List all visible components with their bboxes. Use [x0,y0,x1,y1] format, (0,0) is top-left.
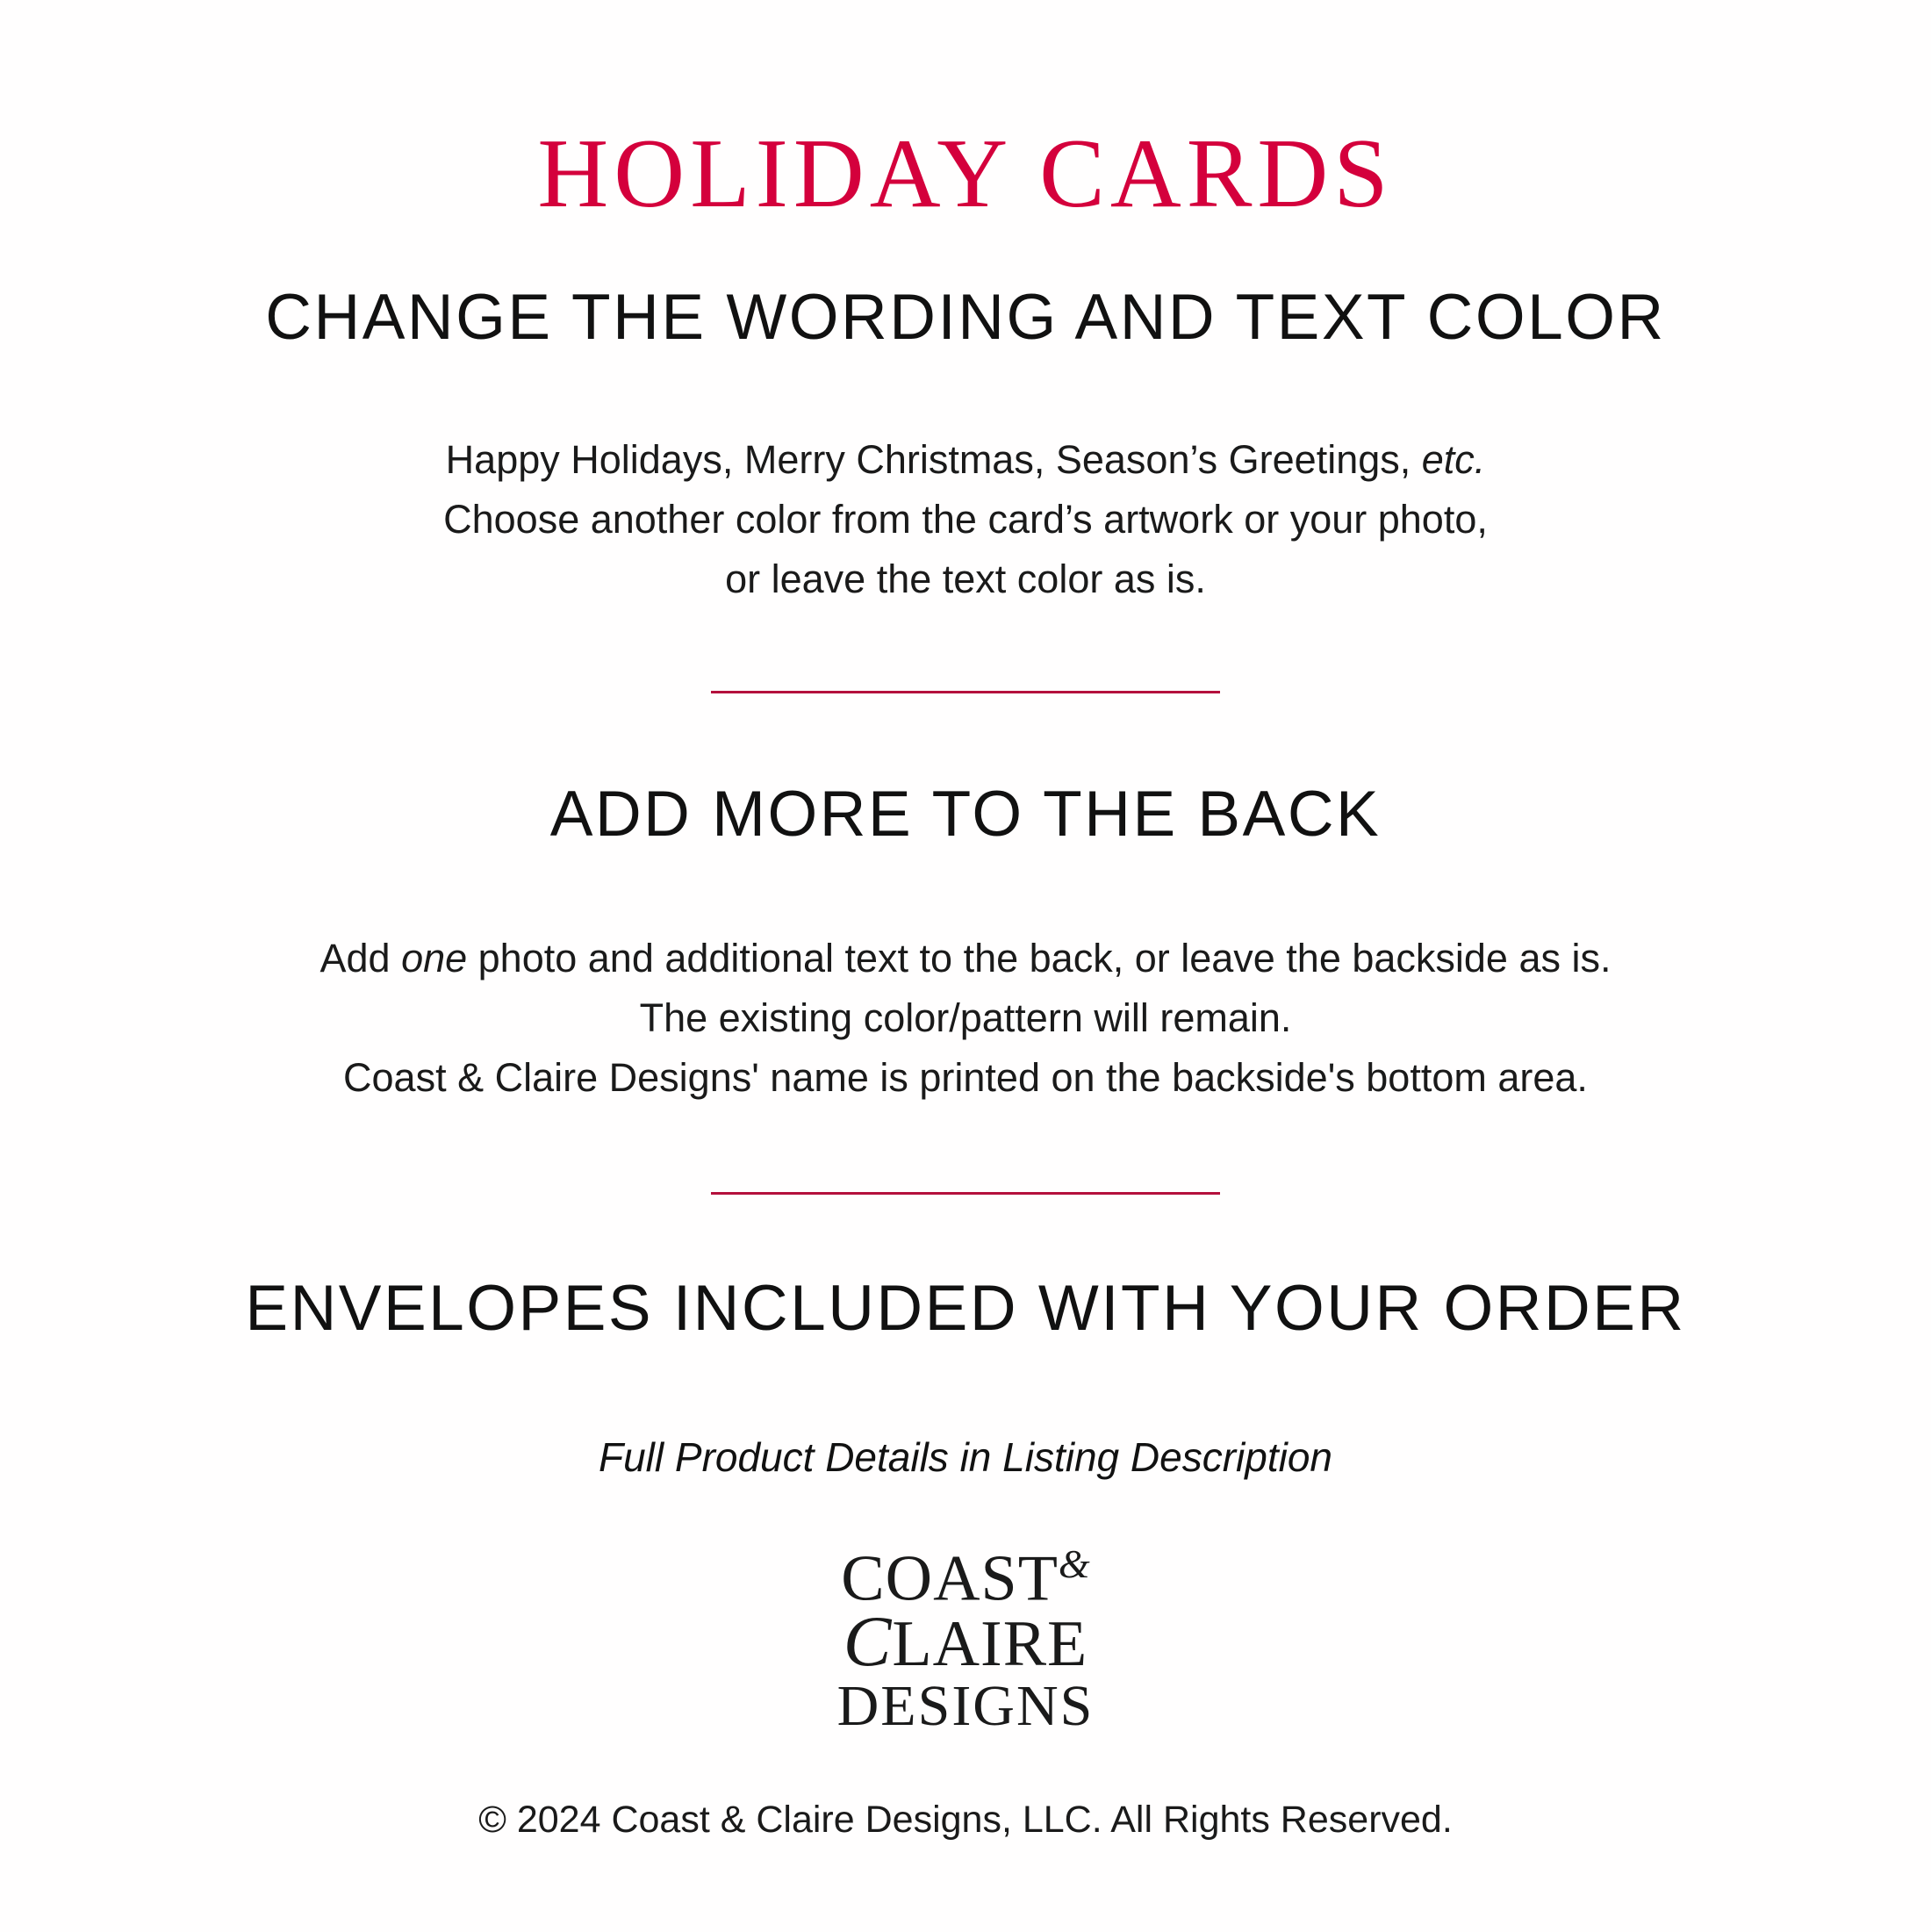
body-line-text-a: Add [319,935,402,980]
brand-logo-swash-c: C [843,1601,893,1682]
section-heading-wording-color: CHANGE THE WORDING AND TEXT COLOR [265,281,1666,353]
section-body-wording-color [443,430,1488,610]
section-heading-envelopes: ENVELOPES INCLUDED WITH YOUR ORDER [245,1272,1686,1344]
brand-logo-coast: COAST [841,1542,1059,1615]
brand-logo-line-1 [837,1541,1095,1615]
page-title: HOLIDAY CARDS [537,119,1394,228]
brand-logo-claire: LAIRE [892,1608,1088,1681]
brand-logo [836,1541,1095,1738]
body-line: The existing color/pattern will remain. [639,995,1292,1041]
body-line: Choose another color from the card’s artwork or your photo, [443,496,1488,542]
section-divider-2 [711,1192,1220,1195]
tagline: Full Product Details in Listing Description [598,1433,1333,1480]
copyright-notice: © 2024 Coast & Claire Designs, LLC. All Rights Reserved. [478,1798,1453,1841]
brand-logo-line-2 [837,1601,1095,1682]
ampersand-icon: & [1058,1541,1090,1586]
body-line: or leave the text color as is. [725,557,1206,602]
body-line-emphasis: one [401,935,468,980]
body-line [319,929,1611,988]
body-line: Coast & Claire Designs' name is printed on the backside's bottom area. [343,1055,1588,1101]
brand-logo-line-3: DESIGNS [836,1673,1095,1738]
section-heading-add-to-back: ADD MORE TO THE BACK [549,778,1382,850]
body-line [443,430,1488,490]
body-line-emphasis: etc. [1421,436,1486,482]
section-divider-1 [711,691,1220,693]
body-line-text-b: photo and additional text to the back, or leave the backside as is. [467,935,1612,980]
body-line-text: Happy Holidays, Merry Christmas, Season’s Greetings, [445,436,1422,482]
section-body-add-to-back [319,929,1611,1109]
